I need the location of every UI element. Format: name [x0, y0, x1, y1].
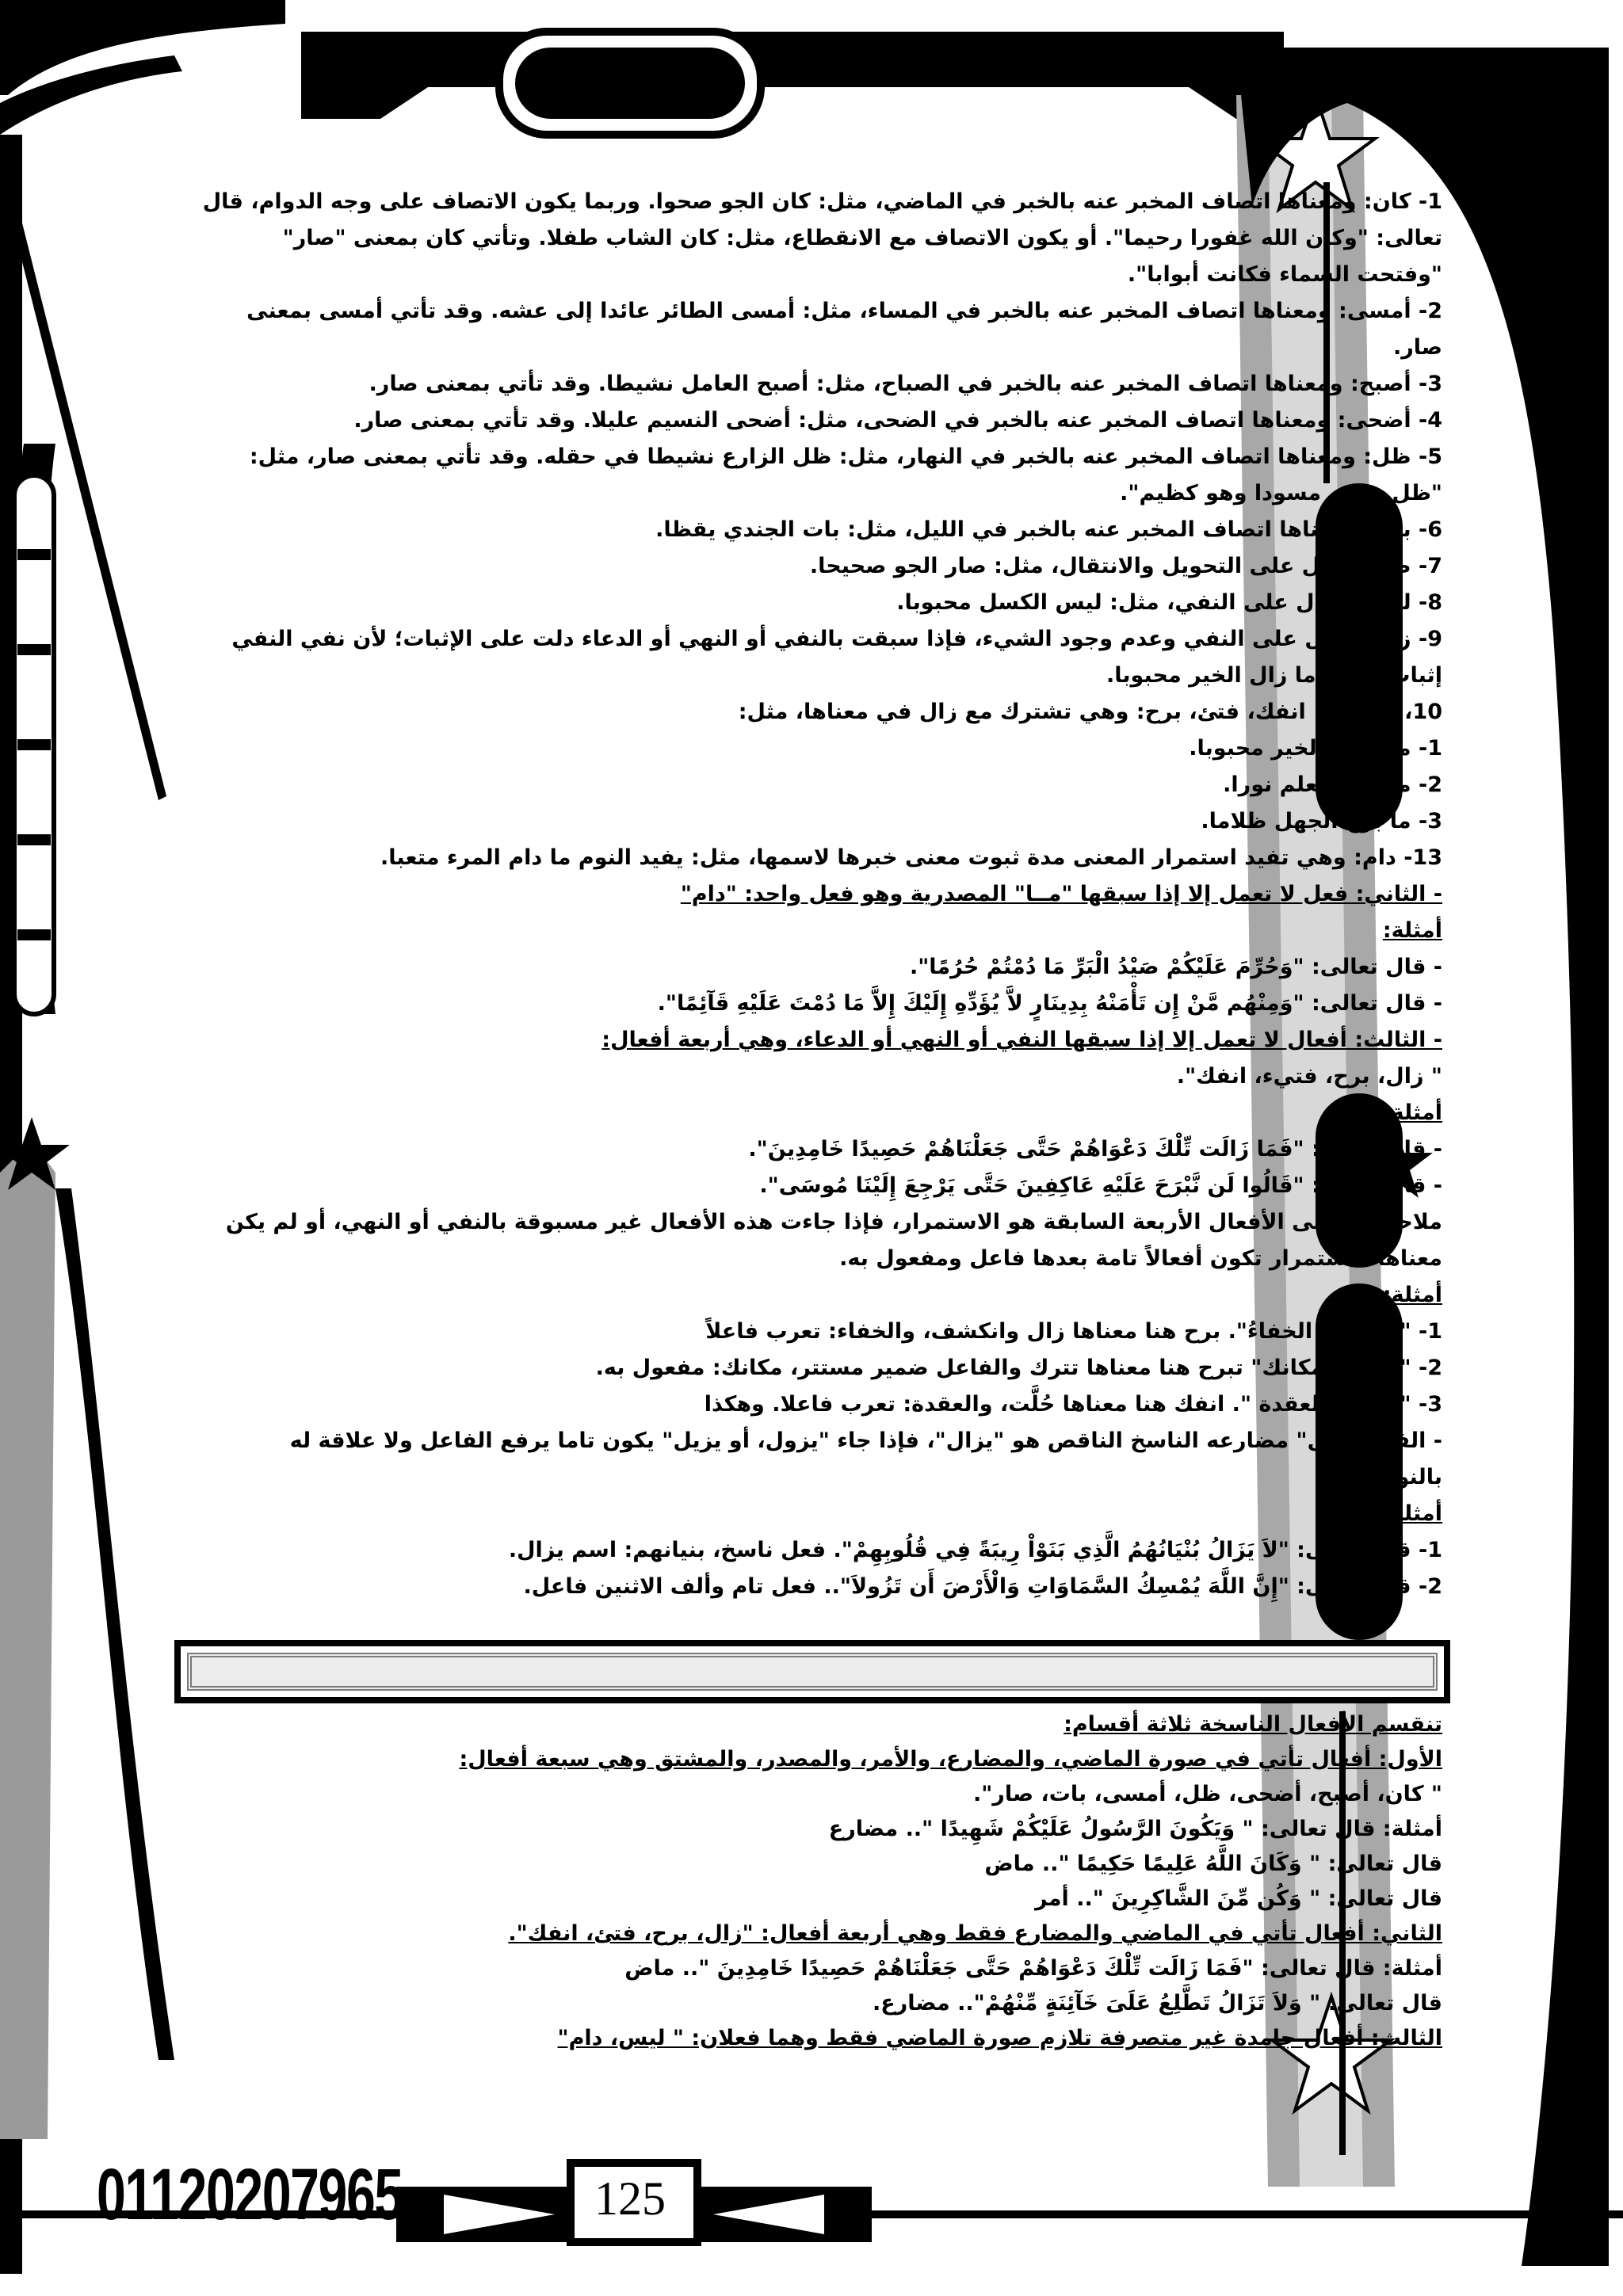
paragraph-infakka: 10، 11، 12: انفك، فتئ، برح: وهي تشترك مع زال في معناها، مثل: — [738, 700, 1442, 724]
first-category: الأول: أفعال تأتي في صورة الماضي، والمضارع، والأمر، والمصدر، والمشتق وهي سبعة أفعال: — [459, 1747, 1442, 1772]
example-line: قال تعالى: " وَلاَ تَزَالُ تَطَّلِعُ عَلَىَ خَآئِنَةٍ مِّنْهُمْ".. مضارع. — [872, 1991, 1442, 2016]
phone-number: 01120207965 — [97, 2154, 403, 2235]
example-line: 3- "انفكت العقدة ". انفك هنا معناها حُلَّت، والعقدة: تعرب فاعلا. وهكذا — [704, 1392, 1442, 1417]
third-category: الثالث: أفعال جامدة غير متصرفة تلازم صورة الماضي فقط وهما فعلان: " ليس، دام" — [557, 2026, 1442, 2050]
paragraph-sara: 7- صار: وتدل على التحويل والانتقال، مثل: صار الجو صحيحا. — [809, 554, 1442, 578]
example-line: 1- "لقد برح الخفاءُ". برح هنا معناها زال وانكشف، والخفاء: تعرب فاعلاً — [705, 1319, 1442, 1344]
example-line: 2- "لا تبرح مكانك" تبرح هنا معناها تترك والفاعل ضمير مستتر، مكانك: مفعول به. — [595, 1356, 1442, 1380]
example-line: 2- قال تعالى: "إِنَّ اللَّهَ يُمْسِكُ السَّمَاوَاتِ وَالْأَرْضَ أَن تَزُولاَ".. فعل تام وألف الاثنين فاعل. — [523, 1574, 1442, 1599]
example-line: قال تعالى: " وَكَانَ اللَّهُ عَلِيمًا حَكِيمًا ".. ماض — [984, 1852, 1442, 1876]
second-type-heading: - الثاني: فعل لا تعمل إلا إذا سبقها "مــا" المصدرية وهو فعل واحد: "دام" — [680, 882, 1442, 906]
note-paragraph: ملاحظة: معنى الأفعال الأربعة السابقة هو الاستمرار، فإذا جاءت هذه الأفعال غير مسبوقة بالنفي أو النهي، أو لم يكن معناها الاستمرار تكون أفعالاً تامة بعدها فاعل ومفعول به. — [225, 1210, 1442, 1271]
paragraph-zala: 9- زال: وتدل على النفي وعدم وجود الشيء، فإذا سبقت بالنفي أو النهي أو الدعاء دلت على الإثبات؛ لأن نفي النفي إثبات، مثل: ما زال الخير محبوبا. — [231, 627, 1442, 688]
second-category: الثاني: أفعال تأتي في الماضي والمضارع فقط وهي أربعة أفعال: "زال، برح، فتئ، انفك". — [508, 1921, 1442, 1946]
section-divider — [174, 1640, 1450, 1703]
example-line: - قال تعالى: "وَمِنْهُم مَّنْ إِن تَأْمَنْهُ بِدِينَارٍ لاَّ يُؤَدِّهِ إِلَيْكَ إِلاَّ مَا دُمْتَ عَلَيْهِ قَآئِمًا". — [657, 991, 1442, 1016]
example-line: قال تعالى: " وَكُن مِّنَ الشَّاكِرِينَ ".. أمر — [1035, 1886, 1442, 1911]
paragraph-bata: 6- بات: ومعناها اتصاف المخبر عنه بالخبر في الليل، مثل: بات الجندي يقظا. — [655, 517, 1442, 542]
third-type-list: " زال، برح، فتيء، انفك". — [1176, 1064, 1442, 1089]
example-fati: 2- ما فتئ العلم نورا. — [1223, 772, 1442, 797]
paragraph-dama: 13- دام: وهي تفيد استمرار المعنى مدة ثبوت معنى خبرها لاسمها، مثل: يفيد النوم ما دام المرء متعبا. — [380, 845, 1442, 870]
example-line: 1- قال تعالى: "لاَ يَزَالُ بُنْيَانُهُمُ الَّذِي بَنَوْاْ رِيبَةً فِي قُلُوبِهِمْ". فعل ناسخ، بنيانهم: اسم يزال. — [508, 1538, 1442, 1562]
paragraph-asbaha: 3- أصبح: ومعناها اتصاف المخبر عنه بالخبر في الصباح، مثل: أصبح العامل نشيطا. وقد تأتي بمعنى صار. — [369, 372, 1442, 396]
example-line: أمثلة: قال تعالى: " وَيَكُونَ الرَّسُولُ عَلَيْكُمْ شَهِيدًا ".. مضارع — [828, 1817, 1442, 1841]
paragraph-adha: 4- أضحى: ومعناها اتصاف المخبر عنه بالخبر في الضحى، مثل: أضحى النسيم عليلا. وقد تأتي بمعنى صار. — [353, 408, 1442, 433]
paragraph-kan: 1- كان: ومعناها اتصاف المخبر عنه بالخبر في الماضي، مثل: كان الجو صحوا. وربما يكون الاتصاف على وجه الدوام، قال تعالى: "وكان الله غفورا رحيما". أو يكون الاتصاف مع الانقطاع، مثل: كان الشاب طفلا. وتأتي كان بمعنى "صار" "وفتحت السماء فكانت أبوابا". — [202, 189, 1442, 287]
example-line: أمثلة: قال تعالى: "فَمَا زَالَت تِّلْكَ دَعْوَاهُمْ حَتَّى جَعَلْنَاهُمْ حَصِيدًا خَامِدِينَ ".. ماض — [624, 1956, 1442, 1981]
paragraph-zalla: 5- ظل: ومعناها اتصاف المخبر عنه بالخبر في النهار، مثل: ظل الزارع نشيطا في حقله. وقد تأتي بمعنى صار، مثل: "ظل وجهه مسودا وهو كظيم". — [249, 444, 1442, 505]
first-category-list: " كان، أصبح، أضحى، ظل، أمسى، بات، صار". — [972, 1782, 1442, 1806]
example-line: - قال تعالى: "فَمَا زَالَت تِّلْكَ دَعْوَاهُمْ حَتَّى جَعَلْنَاهُمْ حَصِيدًا خَامِدِينَ". — [748, 1137, 1442, 1161]
examples-label: أمثلة: — [1382, 1283, 1442, 1307]
examples-label: أمثلة: — [1382, 1100, 1442, 1125]
examples-label: أمثلة: — [1382, 1501, 1442, 1526]
example-infakka: 1- ما انفك الخير محبوبا. — [1189, 736, 1442, 761]
example-line: - الفعل "زال" مضارعه الناسخ الناقص هو "يزال"، فإذا جاء "يزول، أو يزيل" يكون تاما يرفع الفاعل ولا علاقة له بالنواسخ. — [289, 1428, 1442, 1489]
main-text-block — [198, 184, 1442, 1605]
example-line: - قال تعالى: "وَحُرِّمَ عَلَيْكُمْ صَيْدُ الْبَرِّ مَا دُمْتُمْ حُرُمًا". — [909, 955, 1442, 979]
example-line: - قال تعالى: "قَالُوا لَن نَّبْرَحَ عَلَيْهِ عَاكِفِينَ حَتَّى يَرْجِعَ إِلَيْنَا مُوسَى". — [759, 1173, 1442, 1198]
section-heading: تنقسم الأفعال الناسخة ثلاثة أقسام: — [1064, 1712, 1442, 1737]
example-bariha: 3- ما برح الجهل ظلاما. — [1201, 809, 1442, 833]
page-number: 125 — [594, 2172, 666, 2225]
examples-label: أمثلة: — [1382, 918, 1442, 943]
third-type-heading: - الثالث: أفعال لا تعمل إلا إذا سبقها النفي أو النهي أو الدعاء، وهي أربعة أفعال: — [601, 1028, 1442, 1052]
paragraph-laysa: 8- ليس: وتدل على النفي، مثل: ليس الكسل محبوبا. — [896, 590, 1442, 615]
second-text-block — [198, 1707, 1442, 2056]
paragraph-amsa: 2- أمسى: ومعناها اتصاف المخبر عنه بالخبر في المساء، مثل: أمسى الطائر عائدا إلى عشه. وقد تأتي أمسى بمعنى صار. — [246, 299, 1442, 360]
